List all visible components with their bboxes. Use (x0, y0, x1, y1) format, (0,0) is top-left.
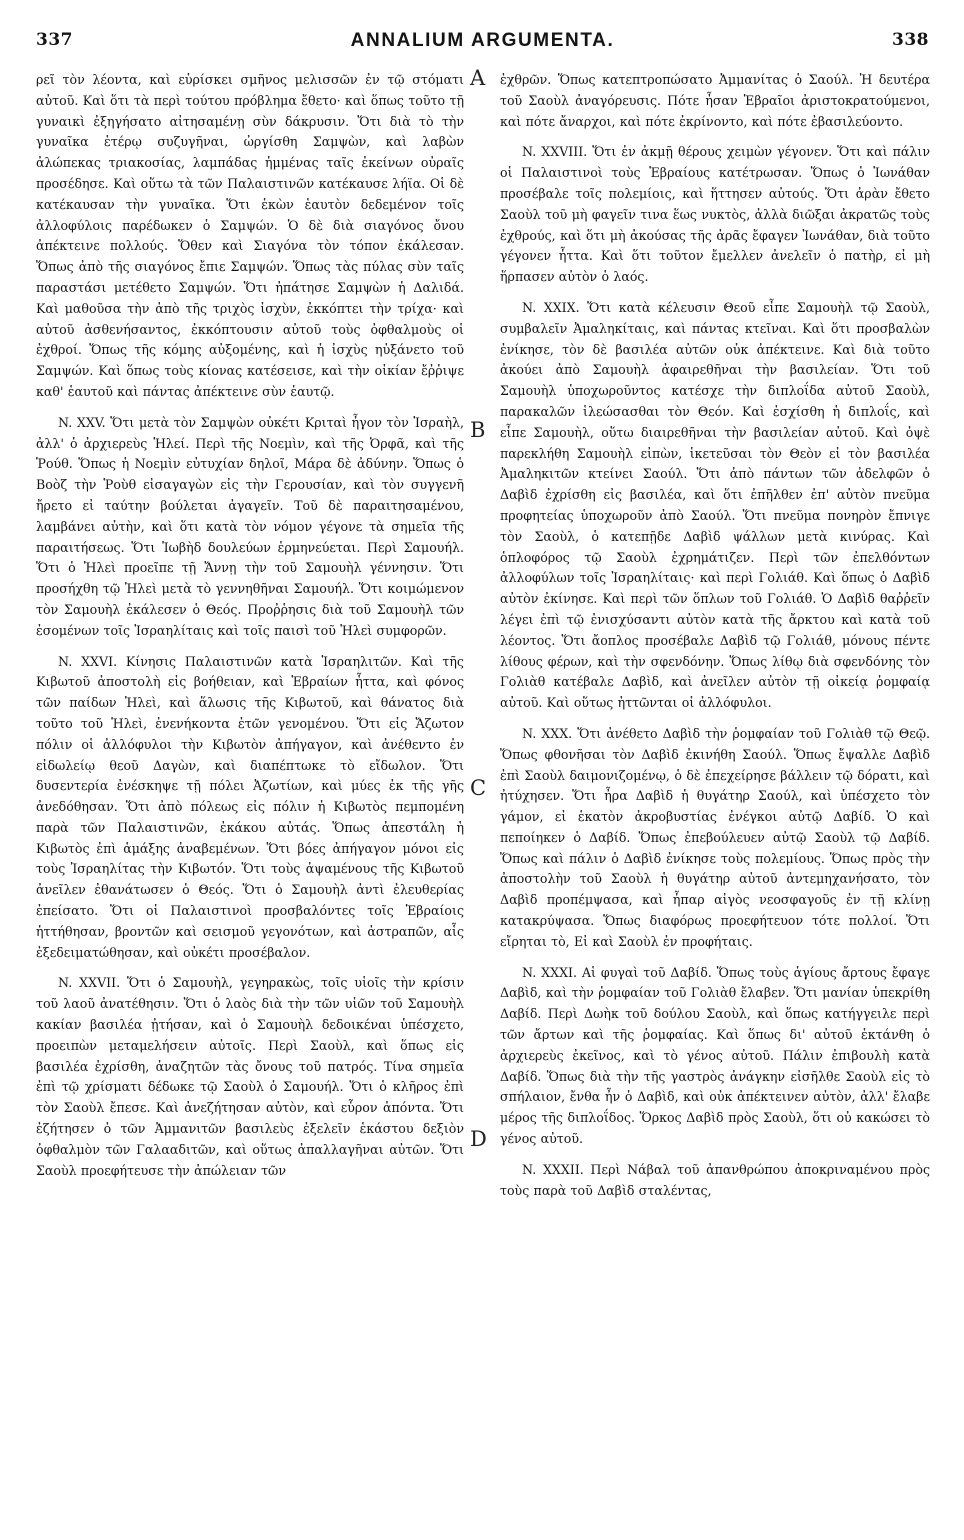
right-paragraph-n-xxviii: N. XXVIII. Ὅτι ἐν ἀκμῇ θέρους χειμὼν γέγονεν. Ὅτι καὶ πάλιν οἱ Παλαιστινοὶ τοὺς Ἑβραίους κατέτρωσαν. Ὅπως ὁ Ἰωνάθαν προσέβαλε τοῖς πολεμίοις, καὶ ἥττησεν αὐτούς. Ὅτι ἀρὰν ἔθετο Σαοὺλ τοῦ μὴ φαγεῖν τινα ἕως νυκτὸς, ἀλλὰ διῶξαι ἀκρατῶς τοὺς ἐχθρούς, καὶ ὅτι μὴ ἀκούσας τῆς ἀρᾶς ἔφαγεν Ἰωνάθαν, διὰ τοῦτο γέγονεν ἧττα. Καὶ ὅτι τοῦτον ἔμελλεν ἀνελεῖν ὁ πατὴρ, εἰ μὴ ἥρπασεν αὐτὸν ὁ λαός. (500, 144, 930, 285)
left-paragraph-n-xxv: N. XXV. Ὅτι μετὰ τὸν Σαμψὼν οὐκέτι Κριταὶ ἦγον τὸν Ἰσραὴλ, ἀλλ' ὁ ἀρχιερεὺς Ἠλεί. Περὶ τῆς Νοεμὶν, καὶ τῆς Ὀρφᾶ, καὶ τῆς Ῥούθ. Ὅπως ἡ Νοεμὶν εὐτυχίαν δηλοῖ, Μάρα δὲ ἀδύνην. Ὅπως ὁ Βοὸζ τὴν Ῥοὺθ εἰσαγαγὼν εἰς τὴν Γερουσίαν, καὶ τὸν συγγενῆ ἤρετο εἰ ταύτην βούλεται ἀγαγεῖν. Τοῦ δὲ παραιτησαμένου, λαμβάνει αὐτὴν, καὶ ὅτι κατὰ τὸν νόμον γέγονε τὰ σημεῖα τῆς παραιτήσεως. Ὅτι Ἰωβὴδ δουλεύων ἑρμηνεύεται. Περὶ Σαμουήλ. Ὅτι ὁ Ἠλεὶ προεῖπε τῇ Ἄννῃ τὴν τοῦ Σαμουὴλ γέννησιν. Ὅτι προσήχθη τῷ Ἠλεὶ μετὰ τὸ γεννηθῆναι Σαμουήλ. Ὅτι κοιμώμενον τὸν Σαμουὴλ ἐκάλεσεν ὁ Θεός. Προῤῥησις διὰ τοῦ Σαμουὴλ τῶν ἐσομένων τοῖς Ἰσραηλίταις καὶ τοῖς παισὶ τοῦ Ἠλεὶ συμφορῶν. (36, 414, 464, 638)
left-paragraph-n-xxvii: N. XXVII. Ὅτι ὁ Σαμουὴλ, γεγηρακὼς, τοῖς υἱοῖς τὴν κρίσιν τοῦ λαοῦ ἀνατέθησιν. Ὅτι ὁ λαὸς διὰ τὴν τῶν υἱῶν τοῦ Σαμουὴλ κακίαν βασιλέα ᾐτήσαν, καὶ ὁ Σαμουὴλ δεδοικέναι ὑπέσχετο, προειπὼν μεταμελήσειν αὐτοῖς. Περὶ Σαοὺλ, καὶ ὅπως εἰς βασιλέα ἐχρίσθη, ἀναζητῶν τὰς ὄνους τοῦ πατρός. Τίνα σημεῖα ἐπὶ τῷ χρίσματι δέδωκε τῷ Σαοὺλ ὁ Σαμουήλ. Ὅτι ὁ κλῆρος ἐπὶ τὸν Σαοὺλ ἔπεσε. Καὶ ἀνεζήτησαν αὐτὸν, καὶ εὗρον ἀπόντα. Ὅτι ἐζήτησεν ὁ τῶν Ἀμμανιτῶν βασιλεὺς ἐξελεῖν ἑκάστου δεξιὸν ὀφθαλμὸν τῶν Γαλααδιτῶν, καὶ οὕτως ἀπαλλαγῆναι αὐτῶν. Ὅτι Σαοὺλ προεφήτευσε τὴν ἀπώλειαν τῶν (36, 975, 464, 1178)
right-column (500, 70, 930, 1201)
left-paragraph-n-xxvi: N. XXVI. Κίνησις Παλαιστινῶν κατὰ Ἰσραηλιτῶν. Καὶ τῆς Κιβωτοῦ ἀποστολὴ εἰς βοήθειαν, καὶ Ἑβραίων ἧττα, καὶ φόνος τῶν παίδων Ἠλεὶ, καὶ ἅλωσις τῆς Κιβωτοῦ, καὶ θάνατος διὰ τοῦτο τοῦ Ἠλεὶ, ἐνενήκοντα ἐτῶν γενομένου. Ὅτι εἰς Ἄζωτον πόλιν οἱ ἀλλόφυλοι τὴν Κιβωτὸν ἀπήγαγον, καὶ ἀνέθεντο ἐν εἰδωλείῳ θεοῦ Δαγὼν, καὶ διαπέπτωκε τὸ εἴδωλον. Ὅτι δυσεντερία ἐνέσκηψε τῇ πόλει Ἀζωτίων, καὶ μύες ἐκ τῆς γῆς ἀνεδόθησαν. Ὅτι ἀπὸ πόλεως εἰς πόλιν ἡ Κιβωτὸς πεμπομένη παρὰ τῶν Παλαιστινῶν, ἐκάκου αὐτάς. Ὅπως ἀπεστάλη ἡ Κιβωτὸς ἐπὶ ἁμάξης ἀναβεμένων. Ὅτι βόες ἀπήγαγον μόνοι εἰς τοὺς Ἰσραηλίτας τὴν Κιβωτόν. Ὅτι τοὺς ἀψαμένους τῆς Κιβωτοῦ ἀνεῖλεν ἐθανάτωσεν ὁ Θεός. Ὅτι ὁ Σαμουὴλ ἀντὶ ἐλευθερίας ἐπείσατο. Ὅτι οἱ Παλαιστινοὶ προσβαλόντες τοῖς Ἑβραίοις ἡττήθησαν, βροντῶν καὶ σεισμοῦ γεγονότων, καὶ ἀστραπῶν, αἷς ἐξεδειματώθησαν, καὶ οὐκέτι προσέβαλον. (36, 653, 464, 960)
margin-letter-a: A (470, 66, 486, 90)
page-number-left: 337 (36, 30, 73, 50)
right-paragraph-n-xxx: N. XXX. Ὅτι ἀνέθετο Δαβὶδ τὴν ῥομφαίαν τοῦ Γολιὰθ τῷ Θεῷ. Ὅπως φθονῆσαι τὸν Δαβὶδ ἐκινήθη Σαούλ. Ὅπως ἔψαλλε Δαβὶδ ἐπὶ Σαοὺλ δαιμονιζομένῳ, ὁ δὲ ἐπεχείρησε βάλλειν τῷ δόρατι, καὶ ἠτύχησεν. Ὅτι ἦρα Δαβὶδ ἡ θυγάτηρ Σαούλ, καὶ ὑπέσχετο τὸν γάμον, εἰ ἑκατὸν ἀκροβυστίας ἐνέγκοι αὐτῷ Δαβίδ. Ὁ καὶ πεποίηκεν ὁ Δαβίδ. Ὅπως ἐπεβούλευεν αὐτῷ Σαοὺλ τῷ Δαβίδ. Ὅπως καὶ πάλιν ὁ Δαβὶδ ἐνίκησε τοὺς πολεμίους. Ὅπως πρὸς τὴν ἀποστολὴν τοῦ Σαοὺλ ἡ θυγάτηρ αὐτοῦ ἀντεμηχανήσατο, τὸν Δαβὶδ προπέμψασα, καὶ ἧπαρ αἰγὸς νεοσφαγοῦς ἐν τῇ κλίνῃ κατακρύψασα. Ὅπως διαφόρως προεφήτευον τότε πολλοί. Ὅτι εἴρηται τὸ, Εἰ καὶ Σαοὺλ ἐν προφήταις. (500, 725, 930, 949)
right-paragraph-n-xxxi: N. XXXI. Αἱ φυγαὶ τοῦ Δαβίδ. Ὅπως τοὺς ἁγίους ἄρτους ἔφαγε Δαβὶδ, καὶ τὴν ῥομφαίαν τοῦ Γολιὰθ ἔλαβεν. Ὅτι μανίαν ὑπεκρίθη Δαβίδ. Περὶ Δωὴκ τοῦ δούλου Σαοὺλ, καὶ ὅπως κατήγγειλε περὶ τῶν ἄρτων καὶ τῆς ῥομφαίας. Καὶ ὅπως δι' αὐτοῦ ἐκτάνθη ὁ ἀρχιερεὺς ἐκεῖνος, καὶ τὸ γένος αὐτοῦ. Πάλιν ἐπιβουλὴ κατὰ Δαβίδ. Ὅπως διὰ τὴν τῆς γαστρὸς ἀνάγκην εἰσῆλθε Σαοὺλ εἰς τὸ σπήλαιον, ἔνθα ἦν ὁ Δαβὶδ, καὶ οὐκ ἀπέκτεινεν αὐτὸν, ἀλλ' ἔλαβε μέρος τῆς διπλοΐδος. Ὅρκος Δαβὶδ πρὸς Σαοὺλ, ὅτι οὐ κακώσει τὸ γένος αὐτοῦ. (500, 964, 930, 1147)
margin-letter-c: C (470, 776, 487, 800)
margin-letter-b: B (470, 418, 486, 442)
page-number-right: 338 (892, 30, 929, 50)
running-head (36, 30, 929, 64)
running-title: ANNALIUM ARGUMENTA. (350, 30, 615, 51)
margin-letter-d: D (470, 1127, 487, 1151)
right-paragraph-continuation: ἐχθρῶν. Ὅπως κατεπτροπώσατο Ἀμμανίτας ὁ Σαούλ. Ἡ δευτέρα τοῦ Σαοὺλ ἀναγόρευσις. Πότε ἦσαν Ἑβραῖοι ἀριστοκρατούμενοι, καὶ πότε ἄναρχοι, καὶ πότε ἐκρίνοντο, καὶ πότε ἐβασιλεύοντο. (500, 72, 930, 129)
left-column (36, 70, 464, 1181)
left-paragraph-continuation: ρεῖ τὸν λέοντα, καὶ εὑρίσκει σμῆνος μελισσῶν ἐν τῷ στόματι αὐτοῦ. Καὶ ὅτι τὰ περὶ τούτου πρόβλημα ἔθετο· καὶ ὅπως τοῦτο τῇ γυναικὶ ἐξηγήσατο αἰτησαμένῃ σὺν δάκρυσιν. Ὅτι διὰ τὸ τὴν γυναῖκα ἑτέρῳ συζυγῆναι, ὠργίσθη Σαμψὼν, καὶ λαβὼν ἀλώπεκας τριακοσίας, λαμπάδας ἡμμένας ταῖς ἐκείνων οὐραῖς προσέδησε. Καὶ οὕτω τὰ τῶν Παλαιστινῶν κατέκαυσε λήϊα. Οἱ δὲ κατέκαυσαν τὴν γυναῖκα. Ὅτι ἑκὼν ἑαυτὸν δεδεμένον τοῖς ἀλλοφύλοις παρέδωκεν ὁ Σαμψών. Ὁ δὲ διὰ σιαγόνος ὄνου ἀπέκτεινε πολλούς. Ὅθεν καὶ Σιαγόνα τὸν τόπον ἐκάλεσαν. Ὅπως ἀπὸ τῆς σιαγόνος ἔπιε Σαμψών. Ὅπως τὰς πύλας σὺν ταῖς παραστάσι μετέθετο Σαμψών. Ὅτι ἠπάτησε Σαμψὼν ἡ Δαλιδά. Καὶ μαθοῦσα τὴν ἀπὸ τῆς τριχὸς ἰσχὺν, ἐκκόπτει τὴν τρίχα· καὶ αὐτοῦ ἀσθενήσαντος, ἐκκόπτουσιν αὐτοῦ τοὺς ὀφθαλμοὺς οἱ ἐχθροί. Ὅπως τῆς κόμης αὐξομένης, καὶ ἡ ἰσχὺς ηὐξάνετο τοῦ Σαμψών. Καὶ ὅπως τοὺς κίονας κατέσεισε, καὶ τὴν οἰκίαν ἔῤῥιψε καθ' ἑαυτοῦ καὶ πάντας ἀπέκτεινε σὺν ἑαυτῷ. (36, 72, 464, 399)
right-paragraph-n-xxxii: N. XXXII. Περὶ Νάβαλ τοῦ ἀπανθρώπου ἀποκριναμένου πρὸς τοὺς παρὰ τοῦ Δαβὶδ σταλέντας, (500, 1161, 930, 1198)
right-paragraph-n-xxix: N. XXIX. Ὅτι κατὰ κέλευσιν Θεοῦ εἶπε Σαμουὴλ τῷ Σαοὺλ, συμβαλεῖν Ἀμαληκίταις, καὶ πάντας κτεῖναι. Καὶ ὅτι προσβαλὼν ἐνίκησε, τὸν δὲ βασιλέα αὐτῶν οὐκ ἀπέκτεινε. Καὶ διὰ τοῦτο ἀκούει ἀπὸ Σαμουὴλ ἀφαιρεθῆναι τὴν βασιλείαν. Ὅτι τοῦ Σαμουὴλ ὑποχωροῦντος κατέσχε τὴν διπλοΐδα αὐτοῦ Σαοὺλ, παρακαλῶν ἱλεώσασθαι τὸν Θεόν. Καὶ ἐσχίσθη ἡ διπλοΐς, καὶ εἶπε Σαμουὴλ, οὕτω διαιρεθῆναι τὴν βασιλείαν αὐτοῦ. Καὶ ὀψὲ παρεκλήθη Σαμουὴλ εἰπὼν, ἱκετεῦσαι τὸν Θεὸν εἰ τὸν βασιλέα Ἀμαληκιτῶν κτείνει Σαούλ. Ὅτι ἀπὸ πάντων τῶν ἀδελφῶν ὁ Δαβὶδ ἐχρίσθη εἰς βασιλέα, καὶ ὅτι ἐπῆλθεν ἐπ' αὐτὸν πνεῦμα προφητείας ὑποχωροῦν ἀπὸ Σαούλ. Ὅτι πνεῦμα πονηρὸν ἔπνιγε τὸν Σαοὺλ, ὁ κατεπῇδε Δαβὶδ ψάλλων μετὰ κινύρας. Καὶ ὁπλοφόρος τῷ Σαοὺλ ἐχρημάτιζεν. Περὶ τῶν ἐπελθόντων ἀλλοφύλων τοῖς Ἰσραηλίταις· καὶ περὶ Γολιάθ. Καὶ ὅπως ὁ Δαβὶδ αὐτὸν ἐκίνησε. Καὶ περὶ τῶν ὅπλων τοῦ Γολιάθ. Ὁ Δαβὶδ θαῤῥεῖν λέγει ἐπὶ τῷ ἐνισχύσαντι αὐτὸν κατὰ τῆς ἄρκτου καὶ κατὰ τοῦ λέοντος. Ὅτι ἄοπλος προσέβαλε Δαβὶδ τῷ Γολιάθ, μόνους πέντε λίθους φέρων, καὶ τὴν σφενδόνην. Ὅπως λίθῳ διὰ σφενδόνης τὸν Γολιὰθ κατέβαλε Δαβὶδ, καὶ ἀνεῖλεν αὐτὸν τῇ οἰκείᾳ ῥομφαίᾳ αὐτοῦ. Καὶ οὕτως ἡττῶνται οἱ ἀλλόφυλοι. (500, 299, 930, 711)
